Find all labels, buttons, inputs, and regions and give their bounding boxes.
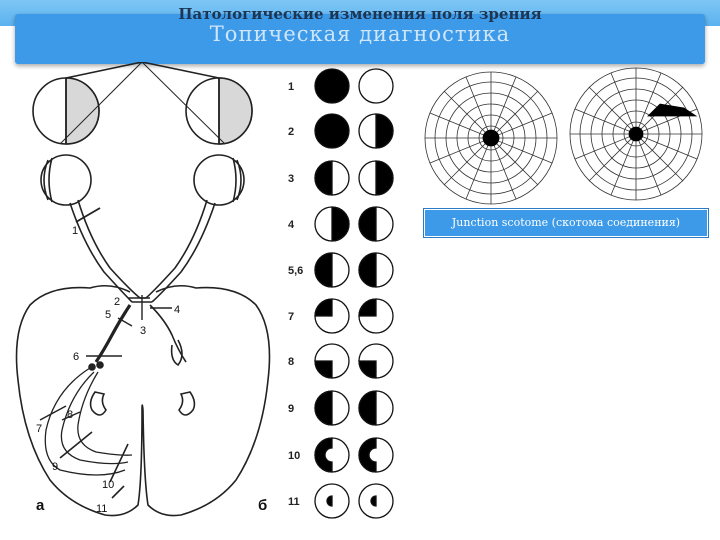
field-right-2 xyxy=(359,114,393,148)
field-row-label: 7 xyxy=(288,311,295,323)
field-row-labels xyxy=(288,81,303,508)
lesion-label: 9 xyxy=(52,461,59,473)
field-right-8 xyxy=(359,344,393,378)
visual-pathway-figure xyxy=(0,62,720,540)
lesion-label: 8 xyxy=(67,409,74,421)
perimetry-left-chart xyxy=(425,72,557,204)
lesion-label: 4 xyxy=(174,304,181,316)
field-row-label: 1 xyxy=(288,81,295,93)
blind-spot xyxy=(629,127,643,141)
right-visual-field-icon xyxy=(186,78,252,144)
field-right-3 xyxy=(359,161,393,195)
field-left-11 xyxy=(315,484,349,518)
title-banner xyxy=(0,0,720,70)
panel-a-label: а xyxy=(36,497,45,514)
field-row-label: 8 xyxy=(288,356,295,368)
lesion-label: 10 xyxy=(102,479,115,491)
field-row-label: 10 xyxy=(288,450,301,462)
perimetry-right-chart xyxy=(570,68,702,200)
right-eye-icon xyxy=(194,155,244,205)
perimetry-charts xyxy=(420,68,705,206)
field-left-10 xyxy=(315,438,349,472)
field-left-8 xyxy=(315,344,349,378)
visual-pathway-diagram xyxy=(17,62,270,516)
field-left-5-6 xyxy=(315,253,349,287)
field-right-5-6 xyxy=(359,253,393,287)
junction-scotoma-caption: Junction scotome (скотома соединения) xyxy=(424,209,708,237)
field-left-3 xyxy=(315,161,349,195)
field-right-11 xyxy=(359,484,393,518)
central-scotoma xyxy=(483,130,499,146)
field-left-7 xyxy=(315,299,349,333)
field-left-2 xyxy=(315,114,349,148)
field-row-label: 2 xyxy=(288,126,295,138)
lesion-number-labels xyxy=(36,225,180,515)
field-left-4 xyxy=(315,207,349,241)
slide-subtitle: Топическая диагностика xyxy=(209,22,511,46)
left-visual-field-icon xyxy=(33,78,99,144)
lesion-label: 7 xyxy=(36,423,43,435)
slide-title: Патологические изменения поля зрения xyxy=(178,5,542,23)
field-row-label: 9 xyxy=(288,403,295,415)
field-row-label: 3 xyxy=(288,173,295,185)
field-row-label: 11 xyxy=(288,496,300,508)
lesion-label: 5 xyxy=(105,309,112,321)
lesion-label: 1 xyxy=(72,225,79,237)
field-right-7 xyxy=(359,299,393,333)
lesion-label: 3 xyxy=(140,325,147,337)
field-right-1 xyxy=(359,69,393,103)
field-left-1 xyxy=(315,69,349,103)
left-eye-icon xyxy=(41,155,91,205)
field-row-label: 5,6 xyxy=(288,265,304,277)
field-right-9 xyxy=(359,391,393,425)
lesion-label: 11 xyxy=(96,503,108,515)
lesion-label: 2 xyxy=(114,296,121,308)
field-right-10 xyxy=(359,438,393,472)
field-row-label: 4 xyxy=(288,219,295,231)
field-left-9 xyxy=(315,391,349,425)
lesion-label: 6 xyxy=(73,351,80,363)
panel-b-label: б xyxy=(258,497,268,514)
field-defect-circles xyxy=(315,69,393,518)
field-right-4 xyxy=(359,207,393,241)
